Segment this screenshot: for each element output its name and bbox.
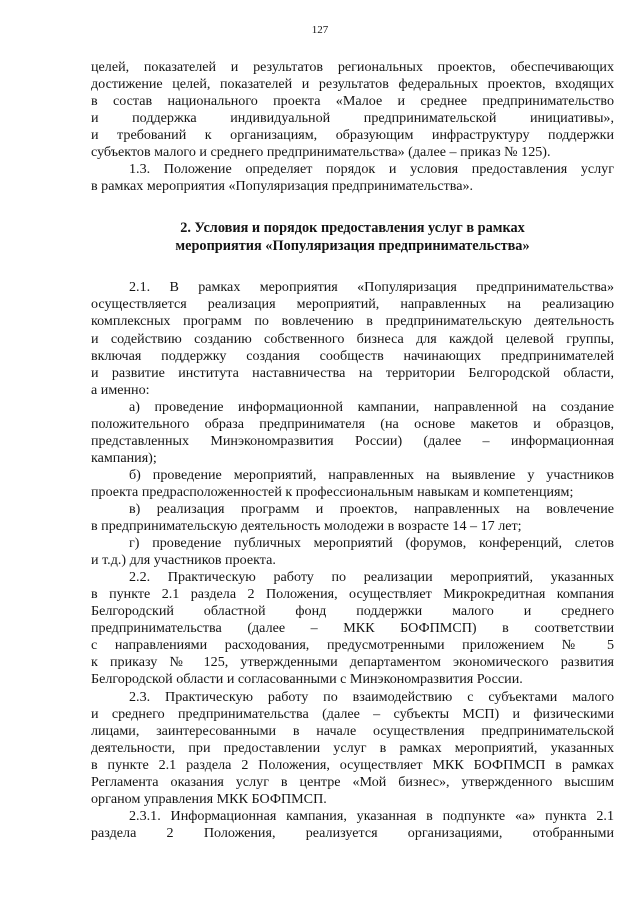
- list-item-b: [91, 467, 614, 501]
- list-item-a: [91, 399, 614, 467]
- text-line: комплексных программ по вовлечению в предпринимательскую деятельность: [91, 313, 614, 330]
- text-line: деятельности, при предоставлении услуг в рамках мероприятий, указанных: [91, 739, 614, 756]
- text-line: 2.1. В рамках мероприятия «Популяризация предпринимательства»: [129, 279, 614, 296]
- list-item-v: [91, 501, 614, 535]
- text-line: представленных Минэкономразвития России) (далее – информационная: [91, 432, 614, 449]
- text-line: и среднего предпринимательства (далее – субъекты МСП) и физическими: [91, 705, 614, 722]
- text-line: и т.д.) для участников проекта.: [91, 552, 276, 569]
- text-line: кампания);: [91, 449, 157, 466]
- text-line: Белгородский областной фонд поддержки малого и среднего: [91, 603, 614, 620]
- section-heading: [91, 219, 614, 255]
- text-line: г) проведение публичных мероприятий (форумов, конференций, слетов: [129, 535, 614, 552]
- text-line: с направлениями расходования, предусмотренными приложением № 5: [91, 637, 614, 654]
- text-line: целей, показателей и результатов региональных проектов, обеспечивающих: [91, 59, 614, 75]
- text-line: и требований к организациям, образующим инфраструктуру поддержки: [91, 127, 614, 144]
- heading-line: мероприятия «Популяризация предпринимательства»: [175, 238, 530, 255]
- list-item-g: [91, 535, 614, 569]
- text-line: 1.3. Положение определяет порядок и условия предоставления услуг: [129, 161, 614, 178]
- text-line: субъектов малого и среднего предпринимательства» (далее – приказ № 125).: [91, 144, 551, 161]
- text-line: лицами, заинтересованными в начале осуществления предпринимательской: [91, 722, 614, 739]
- text-line: включая поддержку создания сообществ начинающих предпринимателей: [91, 347, 614, 364]
- text-line: 2.2. Практическую работу по реализации мероприятий, указанных: [129, 569, 614, 586]
- text-line: предпринимательства (далее – МКК БОФПМСП) в соответствии: [91, 620, 614, 637]
- paragraph-2-2: [91, 569, 614, 688]
- text-line: 2.3. Практическую работу по взаимодействию с субъектами малого: [129, 688, 614, 705]
- text-line: в рамках мероприятия «Популяризация предпринимательства».: [91, 178, 474, 195]
- text-line: а) проведение информационной кампании, направленной на создание: [129, 398, 614, 415]
- text-line: в пункте 2.1 раздела 2 Положения, осуществляет МКК БОФПМСП в рамках: [91, 756, 614, 773]
- text-line: Белгородской области и согласованными с Минэкономразвития России.: [91, 671, 523, 688]
- document-body: [91, 59, 614, 842]
- text-line: проекта предрасположенностей к профессиональным навыкам и компетенциям;: [91, 483, 574, 500]
- text-line: б) проведение мероприятий, направленных на выявление у участников: [129, 466, 614, 483]
- text-line: в состав национального проекта «Малое и среднее предпринимательство: [91, 93, 614, 110]
- text-line: в предпринимательскую деятельность молодежи в возрасте 14 – 17 лет;: [91, 518, 522, 535]
- text-line: Регламента оказания услуг в центре «Мой бизнес», утвержденного высшим: [91, 773, 614, 790]
- text-line: положительного образа предпринимателя (на основе макетов и образцов,: [91, 415, 614, 432]
- text-line: и поддержка индивидуальной предпринимательской инициативы»,: [91, 110, 614, 127]
- paragraph-1-3: [91, 161, 614, 195]
- text-line: осуществляется реализация мероприятий, направленных на реализацию: [91, 296, 614, 313]
- text-line: к приказу № 125, утвержденными департаментом экономического развития: [91, 654, 614, 671]
- paragraph-2-3: [91, 689, 614, 808]
- text-line: и содействию созданию собственного бизнеса для каждой целевой группы,: [91, 330, 614, 347]
- heading-line: 2. Условия и порядок предоставления услуг в рамках: [180, 220, 525, 237]
- paragraph-2-1: [91, 279, 614, 398]
- text-line: а именно:: [91, 381, 150, 398]
- text-line: достижение целей, показателей и результатов федеральных проектов, входящих: [91, 76, 614, 93]
- paragraph-2-3-1: [91, 808, 614, 842]
- page-number: 127: [311, 24, 329, 36]
- text-line: раздела 2 Положения, реализуется организациями, отобранными: [91, 824, 614, 841]
- text-line: органом управления МКК БОФПМСП.: [91, 790, 327, 807]
- text-line: и развитие института наставничества на территории Белгородской области,: [91, 364, 614, 381]
- text-line: 2.3.1. Информационная кампания, указанная в подпункте «а» пункта 2.1: [129, 807, 614, 824]
- text-line: в пункте 2.1 раздела 2 Положения, осуществляет Микрокредитная компания: [91, 586, 614, 603]
- text-line: в) реализация программ и проектов, направленных на вовлечение: [129, 500, 614, 517]
- intro-paragraph: [91, 59, 614, 161]
